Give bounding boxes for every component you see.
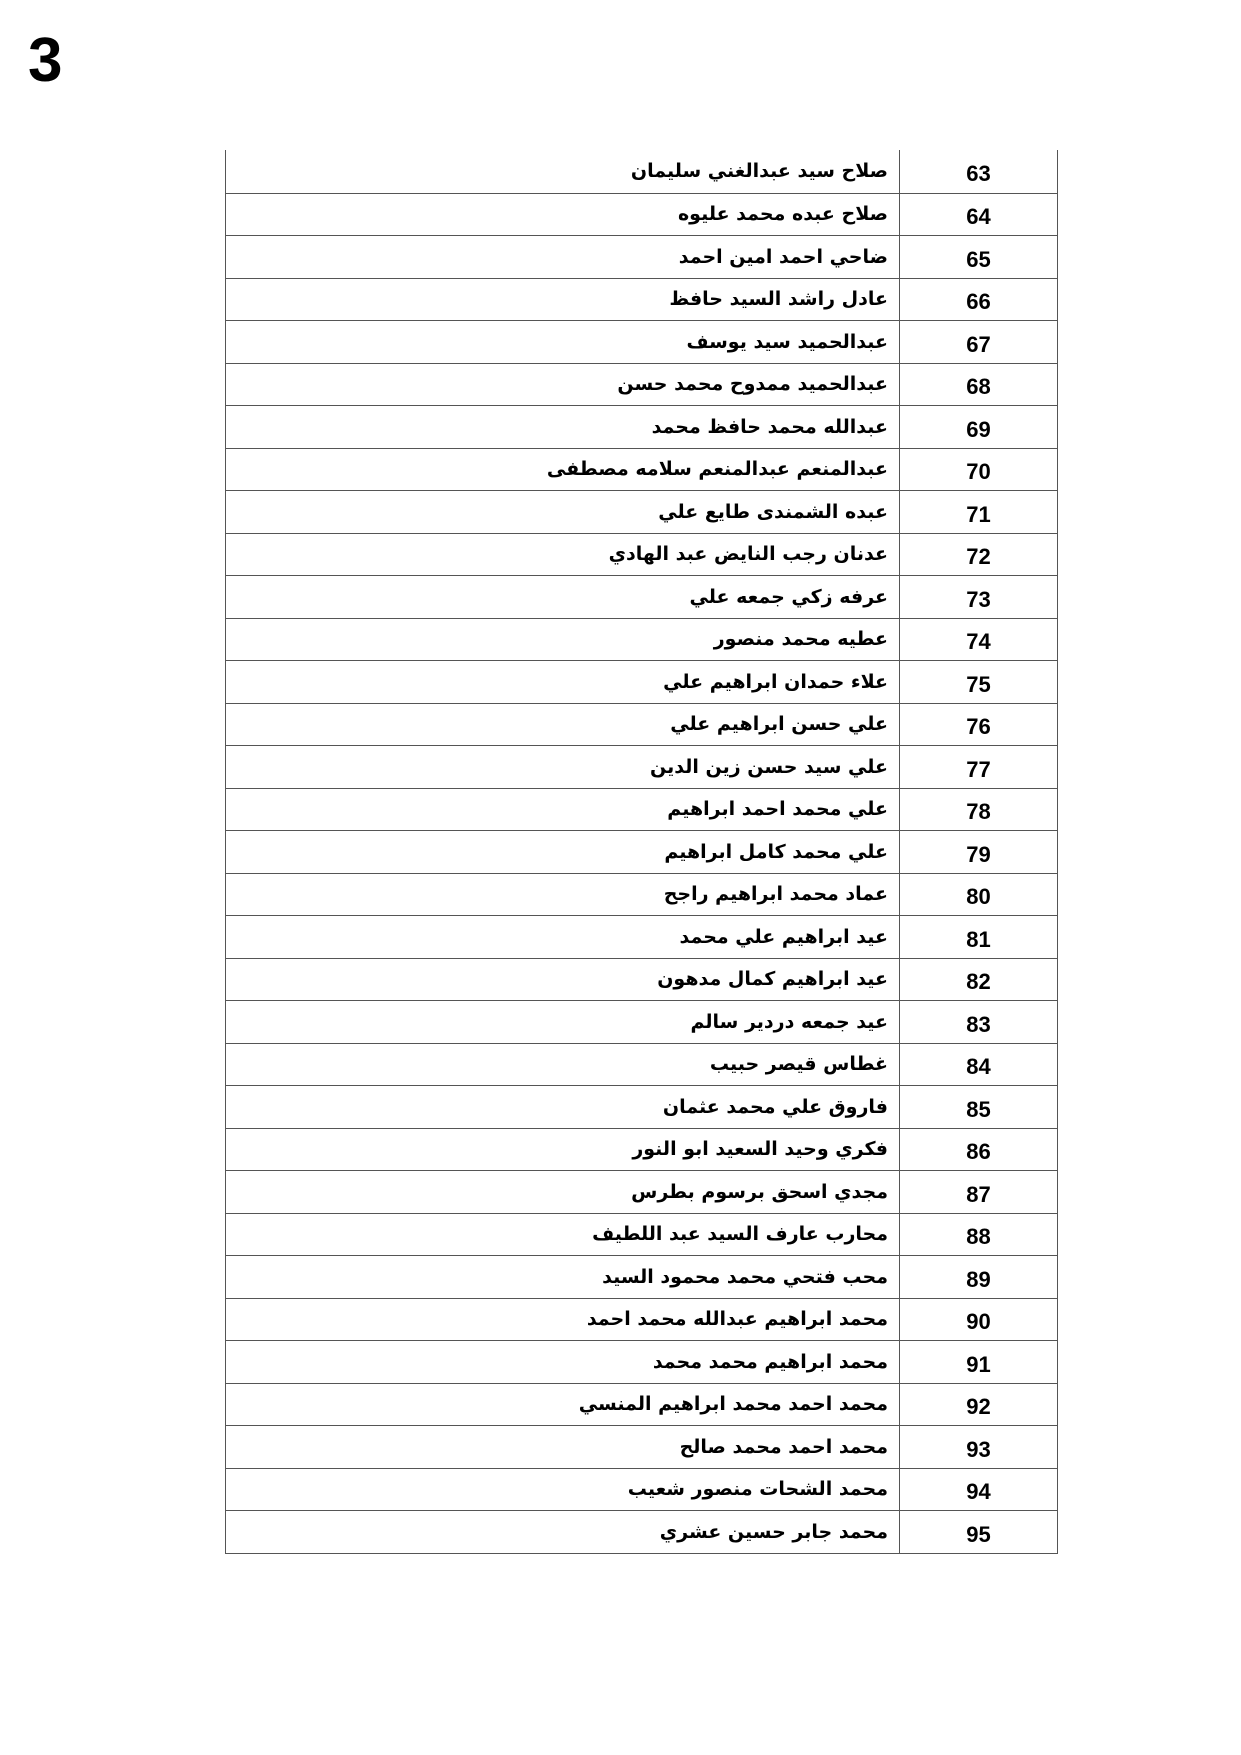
table-row <box>226 958 1057 1001</box>
name-cell: محمد احمد محمد ابراهيم المنسي <box>226 1384 900 1426</box>
number-cell: 68 <box>966 374 991 400</box>
name-cell: عبدالحميد ممدوح محمد حسن <box>226 364 900 406</box>
name-cell: عرفه زكي جمعه علي <box>226 576 900 618</box>
table-row <box>226 1255 1057 1298</box>
number-cell: 69 <box>966 416 991 442</box>
name-cell: صلاح عبده محمد عليوه <box>226 194 900 236</box>
number-cell: 85 <box>966 1096 991 1122</box>
table-row <box>226 1340 1057 1383</box>
name-cell: عيد ابراهيم علي محمد <box>226 916 900 958</box>
name-cell: فاروق علي محمد عثمان <box>226 1086 900 1128</box>
number-cell: 65 <box>966 246 991 272</box>
name-cell: عادل راشد السيد حافظ <box>226 279 900 321</box>
name-cell: محمد ابراهيم عبدالله محمد احمد <box>226 1299 900 1341</box>
name-cell: مجدي اسحق برسوم بطرس <box>226 1171 900 1213</box>
table-row <box>226 1425 1057 1468</box>
number-cell: 67 <box>966 331 991 357</box>
name-cell: عبدالحميد سيد يوسف <box>226 321 900 363</box>
number-cell: 91 <box>966 1351 991 1377</box>
table-row <box>226 1170 1057 1213</box>
table-row <box>226 278 1057 321</box>
name-cell: فكري وحيد السعيد ابو النور <box>226 1129 900 1171</box>
number-cell: 80 <box>966 884 991 910</box>
name-cell: علي محمد احمد ابراهيم <box>226 789 900 831</box>
table-row <box>226 405 1057 448</box>
number-cell: 74 <box>966 629 991 655</box>
table-row <box>226 320 1057 363</box>
number-cell: 95 <box>966 1521 991 1547</box>
name-cell: غطاس قيصر حبيب <box>226 1044 900 1086</box>
table-row <box>226 1043 1057 1086</box>
table-row <box>226 1000 1057 1043</box>
number-cell: 66 <box>966 289 991 315</box>
name-cell: علاء حمدان ابراهيم علي <box>226 661 900 703</box>
table-row <box>226 533 1057 576</box>
number-cell: 79 <box>966 841 991 867</box>
number-cell: 76 <box>966 714 991 740</box>
table-row <box>226 1298 1057 1341</box>
number-cell: 90 <box>966 1309 991 1335</box>
name-cell: محمد الشحات منصور شعيب <box>226 1469 900 1511</box>
table-row <box>226 1128 1057 1171</box>
table-row <box>226 703 1057 746</box>
table-row <box>226 830 1057 873</box>
number-cell: 75 <box>966 671 991 697</box>
number-cell: 84 <box>966 1054 991 1080</box>
number-cell: 88 <box>966 1224 991 1250</box>
table-row <box>226 575 1057 618</box>
number-cell: 86 <box>966 1139 991 1165</box>
number-cell: 64 <box>966 204 991 230</box>
name-cell: عدنان رجب النايض عبد الهادي <box>226 534 900 576</box>
number-cell: 71 <box>966 501 991 527</box>
number-cell: 77 <box>966 756 991 782</box>
number-cell: 63 <box>966 161 991 187</box>
number-cell: 83 <box>966 1011 991 1037</box>
number-cell: 89 <box>966 1266 991 1292</box>
number-cell: 81 <box>966 926 991 952</box>
page-number: 3 <box>28 26 63 95</box>
table-row <box>226 448 1057 491</box>
table-row <box>226 915 1057 958</box>
name-cell: عطيه محمد منصور <box>226 619 900 661</box>
name-cell: عماد محمد ابراهيم راجح <box>226 874 900 916</box>
number-cell: 70 <box>966 459 991 485</box>
table-row <box>226 745 1057 788</box>
table-row <box>226 1383 1057 1426</box>
name-cell: محارب عارف السيد عبد اللطيف <box>226 1214 900 1256</box>
name-cell: ضاحي احمد امين احمد <box>226 236 900 278</box>
number-cell: 93 <box>966 1436 991 1462</box>
table-row <box>226 1510 1057 1553</box>
name-cell: عبدالله محمد حافظ محمد <box>226 406 900 448</box>
table-row <box>226 1468 1057 1511</box>
table-row <box>226 660 1057 703</box>
table-row <box>226 150 1057 193</box>
name-cell: علي سيد حسن زين الدين <box>226 746 900 788</box>
table-row <box>226 788 1057 831</box>
name-cell: علي حسن ابراهيم علي <box>226 704 900 746</box>
number-cell: 87 <box>966 1181 991 1207</box>
table-row <box>226 235 1057 278</box>
number-cell: 78 <box>966 799 991 825</box>
name-cell: محمد جابر حسين عشري <box>226 1511 900 1553</box>
table-row <box>226 363 1057 406</box>
name-cell: علي محمد كامل ابراهيم <box>226 831 900 873</box>
name-cell: عيد ابراهيم كمال مدهون <box>226 959 900 1001</box>
table-row <box>226 873 1057 916</box>
name-cell: محب فتحي محمد محمود السيد <box>226 1256 900 1298</box>
table-row <box>226 1085 1057 1128</box>
number-cell: 94 <box>966 1479 991 1505</box>
name-cell: عيد جمعه دردير سالم <box>226 1001 900 1043</box>
name-cell: عبدالمنعم عبدالمنعم سلامه مصطفى <box>226 449 900 491</box>
name-cell: محمد ابراهيم محمد محمد <box>226 1341 900 1383</box>
name-cell: عبده الشمندى طايع علي <box>226 491 900 533</box>
number-cell: 82 <box>966 969 991 995</box>
name-cell: محمد احمد محمد صالح <box>226 1426 900 1468</box>
number-cell: 73 <box>966 586 991 612</box>
names-table <box>225 150 1058 1554</box>
table-row <box>226 618 1057 661</box>
number-cell: 72 <box>966 544 991 570</box>
number-cell: 92 <box>966 1394 991 1420</box>
name-cell: صلاح سيد عبدالغني سليمان <box>226 150 900 193</box>
table-row <box>226 193 1057 236</box>
table-row <box>226 490 1057 533</box>
table-row <box>226 1213 1057 1256</box>
